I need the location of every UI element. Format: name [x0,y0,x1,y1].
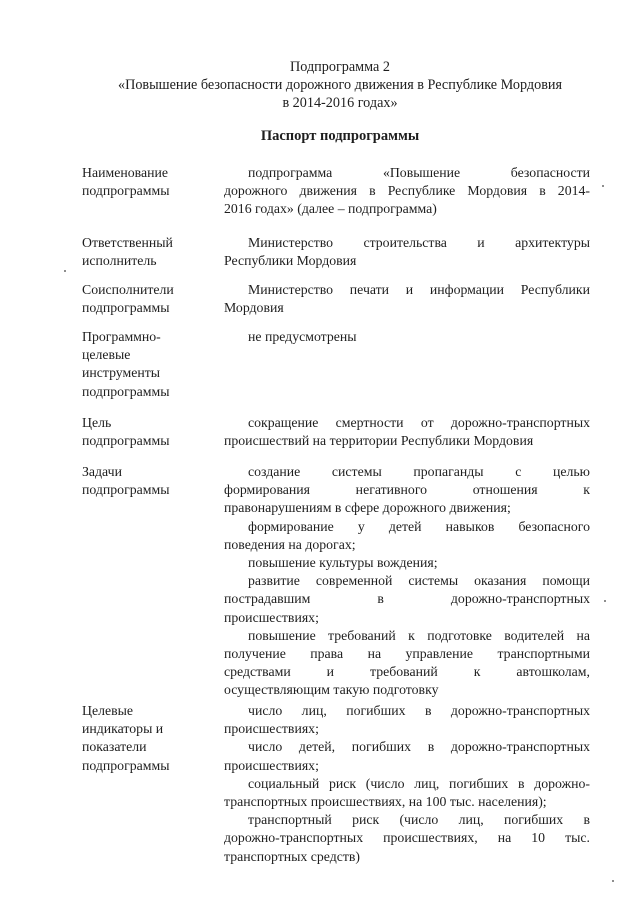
content-line: не предусмотрены [248,329,357,344]
label-line: Цель [82,415,112,430]
label-line: Наименование [82,165,168,180]
content-line: повышение требований к подготовке водителей на [248,627,590,643]
content-line: происшествиях; [224,757,319,773]
label-line: Ответственный [82,235,173,250]
label-line: Соисполнители [82,282,174,297]
title-line-1: Подпрограмма 2 [290,59,390,75]
label-line: Целевые [82,703,134,718]
label-name [82,164,217,200]
content-line: происшествий на территории Республики Мордовия [224,433,534,449]
content-line: осуществляющим такую подготовку [224,682,439,698]
content-name [224,164,590,219]
label-line: Программно- [82,329,161,344]
content-line: развитие современной системы оказания помощи [248,573,590,589]
content-responsible [224,234,590,270]
content-line: транспортный риск (число лиц, погибших в [248,812,590,828]
content-line: число детей, погибших в дорожно-транспортных [248,739,590,755]
content-line: получение права на управление транспортными [224,646,590,662]
content-line: поведения на дорогах; [224,536,356,552]
label-line: инструменты [82,365,161,381]
content-line: сокращение смертности от дорожно-транспортных [248,415,590,430]
label-line: подпрограммы [82,757,170,773]
label-line: подпрограммы [82,183,170,199]
content-line: Министерство строительства и архитектуры [248,235,590,250]
label-line: показатели [82,739,147,755]
title-line-3: в 2014-2016 годах» [282,95,398,111]
label-coexecutors [82,281,217,317]
label-line: подпрограммы [82,383,170,399]
passport-heading: Паспорт подпрограммы [260,128,420,144]
content-line: Министерство печати и информации Республики [248,282,590,297]
label-line: Задачи [82,464,122,479]
content-line: формирование у детей навыков безопасного [248,518,590,534]
label-line: исполнитель [82,253,157,269]
content-line: повышение культуры вождения; [248,555,438,571]
content-line: Республики Мордовия [224,253,357,269]
scan-speck [612,880,614,882]
content-line: создание системы пропаганды с целью [248,464,590,479]
content-line: транспортных происшествиях, на 100 тыс. населения); [224,794,547,810]
label-tasks [82,463,217,499]
label-line: подпрограммы [82,433,170,449]
content-line: число лиц, погибших в дорожно-транспортных [248,703,590,718]
content-line: средствами и требований к автошколам, [224,664,590,680]
scan-speck [64,270,66,272]
content-line: происшествиях; [224,721,319,737]
content-line: формирования негативного отношения к [224,482,590,498]
content-line: происшествиях; [224,609,319,625]
content-line: пострадавшим в дорожно-транспортных [224,591,590,607]
content-line: 2016 годах» (далее – подпрограмма) [224,201,437,217]
content-instruments [224,328,590,346]
scan-speck [602,185,604,187]
content-line: правонарушениям в сфере дорожного движения; [224,500,511,516]
content-coexecutors [224,281,590,317]
title-line-2: «Повышение безопасности дорожного движения в Республике Мордовия [117,77,563,93]
label-line: подпрограммы [82,482,170,498]
label-line: целевые [82,347,131,363]
label-line: подпрограммы [82,300,170,316]
content-goal [224,414,590,450]
content-tasks [224,463,590,700]
content-line: дорожного движения в Республике Мордовия в 2014- [224,183,590,199]
label-goal [82,414,217,450]
label-instruments [82,328,217,401]
content-indicators [224,702,590,866]
content-line: подпрограмма «Повышение безопасности [248,165,590,180]
label-responsible [82,234,217,270]
scan-speck [604,600,606,602]
subprogram-title [60,58,620,112]
content-line: дорожно-транспортных происшествиях, на 10 тыс. [224,830,590,846]
content-line: транспортных средств) [224,848,361,864]
label-line: индикаторы и [82,721,164,737]
label-indicators [82,702,217,775]
content-line: Мордовия [224,300,284,316]
content-line: социальный риск (число лиц, погибших в дорожно- [248,775,590,791]
